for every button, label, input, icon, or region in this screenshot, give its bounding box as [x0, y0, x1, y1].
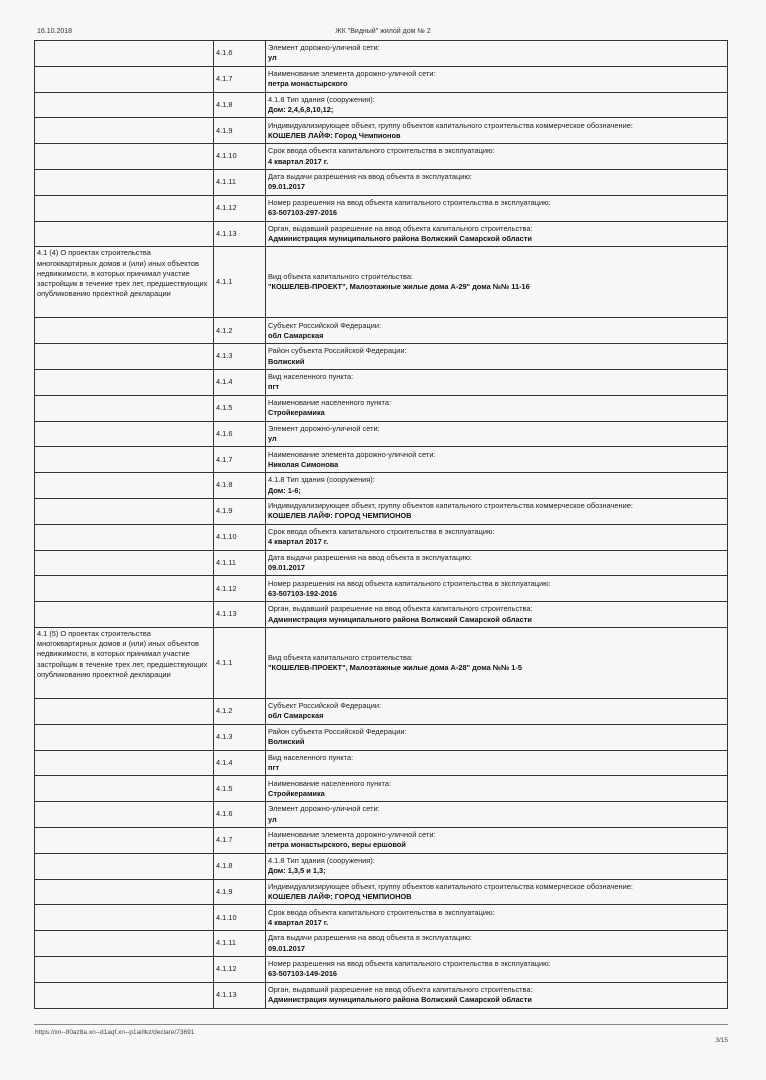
page-number: 3/15 — [715, 1037, 728, 1044]
table-row — [35, 905, 728, 931]
print-date: 16.10.2018 — [37, 28, 73, 35]
field-value: 63-507103-149-2016 — [268, 969, 338, 979]
table-row — [35, 879, 728, 905]
item-content-cell — [266, 802, 728, 828]
item-code-cell: 4.1.3 — [214, 344, 266, 370]
item-code-cell: 4.1.2 — [214, 318, 266, 344]
field-label: Дата выдачи разрешения на ввод объекта в эксплуатацию: — [268, 552, 472, 562]
field-value: Дом: 1,3,5 и 1,3; — [268, 866, 326, 876]
field-label: Орган, выдавший разрешение на ввод объекта капитального строительства: — [268, 604, 533, 614]
field-value: 09.01.2017 — [268, 182, 305, 192]
description-cell — [35, 318, 214, 344]
field-value: Дом: 2,4,6,8,10,12; — [268, 104, 334, 114]
description-cell — [35, 550, 214, 576]
field-label: Наименование элемента дорожно-уличной сети: — [268, 830, 436, 840]
description-cell — [35, 395, 214, 421]
description-cell — [35, 421, 214, 447]
document-title: ЖК "Видный" жилой дом № 2 — [335, 28, 431, 35]
description-cell — [35, 750, 214, 776]
field-label: Номер разрешения на ввод объекта капитального строительства в эксплуатацию: — [268, 578, 551, 588]
description-cell — [35, 118, 214, 144]
field-label: Наименование населенного пункта: — [268, 397, 391, 407]
item-content-cell — [266, 956, 728, 982]
table-row — [35, 118, 728, 144]
field-label: Дата выдачи разрешения на ввод объекта в эксплуатацию: — [268, 172, 472, 182]
field-label: Элемент дорожно-уличной сети: — [268, 804, 380, 814]
field-value: Дом: 1-6; — [268, 485, 301, 495]
description-cell — [35, 369, 214, 395]
item-content-cell — [266, 369, 728, 395]
table-row — [35, 627, 728, 698]
table-row — [35, 524, 728, 550]
item-code-cell: 4.1.12 — [214, 195, 266, 221]
item-content-cell — [266, 395, 728, 421]
field-label: Вид населенного пункта: — [268, 752, 354, 762]
description-cell — [35, 195, 214, 221]
item-content-cell — [266, 473, 728, 499]
field-value: Администрация муниципального района Волжский Самарской области — [268, 614, 532, 624]
field-value: 09.01.2017 — [268, 943, 305, 953]
table-row — [35, 498, 728, 524]
description-cell — [35, 41, 214, 67]
table-row — [35, 41, 728, 67]
item-code-cell: 4.1.1 — [214, 247, 266, 318]
table-row — [35, 802, 728, 828]
item-code-cell: 4.1.9 — [214, 498, 266, 524]
field-value: петра монастырского, веры ершовой — [268, 840, 406, 850]
item-content-cell — [266, 498, 728, 524]
item-content-cell — [266, 524, 728, 550]
source-url: https://xn--80az8a.xn--d1aqf.xn--p1ai/lkz/declare/73691 — [35, 1029, 195, 1036]
table-row — [35, 92, 728, 118]
description-cell — [35, 724, 214, 750]
table-row — [35, 369, 728, 395]
description-cell — [35, 498, 214, 524]
field-value: Стройкерамика — [268, 788, 325, 798]
item-code-cell: 4.1.6 — [214, 802, 266, 828]
field-value: Администрация муниципального района Волжский Самарской области — [268, 995, 532, 1005]
table-row — [35, 447, 728, 473]
field-label: Номер разрешения на ввод объекта капитального строительства в эксплуатацию: — [268, 959, 551, 969]
item-code-cell: 4.1.7 — [214, 827, 266, 853]
item-content-cell — [266, 41, 728, 67]
field-label: Субъект Российской Федерации: — [268, 320, 382, 330]
item-content-cell — [266, 698, 728, 724]
table-row — [35, 473, 728, 499]
description-cell — [35, 879, 214, 905]
field-value: Администрация муниципального района Волжский Самарской области — [268, 233, 532, 243]
item-code-cell: 4.1.6 — [214, 41, 266, 67]
field-label: Район субъекта Российской Федерации: — [268, 346, 407, 356]
field-value: петра монастырского — [268, 79, 348, 89]
item-content-cell — [266, 602, 728, 628]
item-code-cell: 4.1.10 — [214, 905, 266, 931]
item-code-cell: 4.1.1 — [214, 627, 266, 698]
item-code-cell: 4.1.3 — [214, 724, 266, 750]
field-label: Орган, выдавший разрешение на ввод объекта капитального строительства: — [268, 984, 533, 994]
table-row — [35, 776, 728, 802]
field-label: Срок ввода объекта капитального строительства в эксплуатацию: — [268, 907, 495, 917]
table-row — [35, 724, 728, 750]
field-value: пгт — [268, 762, 280, 772]
field-label: 4.1.8 Тип здания (сооружения): — [268, 855, 375, 865]
item-content-cell — [266, 66, 728, 92]
description-cell — [35, 802, 214, 828]
field-value: Волжский — [268, 737, 305, 747]
item-content-cell — [266, 853, 728, 879]
description-cell — [35, 473, 214, 499]
field-label: Срок ввода объекта капитального строительства в эксплуатацию: — [268, 526, 495, 536]
field-label: Номер разрешения на ввод объекта капитального строительства в эксплуатацию: — [268, 197, 551, 207]
field-label: 4.1.8 Тип здания (сооружения): — [268, 475, 375, 485]
item-code-cell: 4.1.6 — [214, 421, 266, 447]
table-row — [35, 318, 728, 344]
item-code-cell: 4.1.12 — [214, 956, 266, 982]
item-code-cell: 4.1.5 — [214, 395, 266, 421]
item-code-cell: 4.1.8 — [214, 92, 266, 118]
description-cell — [35, 982, 214, 1008]
field-label: Район субъекта Российской Федерации: — [268, 726, 407, 736]
item-content-cell — [266, 169, 728, 195]
table-row — [35, 931, 728, 957]
page-footer — [0, 1029, 766, 1043]
field-value: ул — [268, 814, 277, 824]
field-label: Вид объекта капитального строительства: — [268, 272, 413, 282]
field-value: "КОШЕЛЕВ-ПРОЕКТ", Малоэтажные жилые дома А-28" дома №№ 1-5 — [268, 662, 522, 672]
table-row — [35, 576, 728, 602]
table-row — [35, 982, 728, 1008]
item-content-cell — [266, 576, 728, 602]
item-code-cell: 4.1.4 — [214, 369, 266, 395]
field-label: Дата выдачи разрешения на ввод объекта в эксплуатацию: — [268, 933, 472, 943]
field-value: Стройкерамика — [268, 408, 325, 418]
field-value: 4 квартал 2017 г. — [268, 917, 329, 927]
field-label: Наименование населенного пункта: — [268, 778, 391, 788]
description-cell — [35, 776, 214, 802]
item-code-cell: 4.1.13 — [214, 982, 266, 1008]
item-code-cell: 4.1.2 — [214, 698, 266, 724]
field-value: обл Самарская — [268, 711, 324, 721]
page-bottom-divider — [34, 1024, 728, 1025]
field-value: 63-507103-192-2016 — [268, 588, 338, 598]
declaration-table-body — [35, 41, 728, 1009]
field-value: КОШЕЛЕВ ЛАЙФ: ГОРОД ЧЕМПИОНОВ — [268, 511, 412, 521]
field-label: Орган, выдавший разрешение на ввод объекта капитального строительства: — [268, 223, 533, 233]
description-cell — [35, 853, 214, 879]
table-row — [35, 421, 728, 447]
item-content-cell — [266, 879, 728, 905]
description-cell — [35, 92, 214, 118]
field-value: обл Самарская — [268, 330, 324, 340]
item-code-cell: 4.1.4 — [214, 750, 266, 776]
item-content-cell — [266, 92, 728, 118]
item-content-cell — [266, 776, 728, 802]
section-description-cell: 4.1 (4) О проектах строительства многоквартирных домов и (или) иных объектов недвижимости, в которых принимал участие застройщик в течение трех лет, предшествующих опубликованию проектной декларации — [35, 247, 214, 318]
table-row — [35, 247, 728, 318]
table-row — [35, 169, 728, 195]
field-value: ул — [268, 433, 277, 443]
item-code-cell: 4.1.13 — [214, 221, 266, 247]
table-row — [35, 66, 728, 92]
field-label: Срок ввода объекта капитального строительства в эксплуатацию: — [268, 146, 495, 156]
table-row — [35, 221, 728, 247]
table-row — [35, 195, 728, 221]
field-value: 4 квартал 2017 г. — [268, 537, 329, 547]
item-content-cell — [266, 982, 728, 1008]
item-content-cell — [266, 195, 728, 221]
field-label: Наименование элемента дорожно-уличной сети: — [268, 68, 436, 78]
field-value: КОШЕЛЕВ ЛАЙФ: ГОРОД ЧЕМПИОНОВ — [268, 891, 412, 901]
item-content-cell — [266, 421, 728, 447]
table-row — [35, 750, 728, 776]
description-cell — [35, 956, 214, 982]
item-code-cell: 4.1.10 — [214, 524, 266, 550]
description-cell — [35, 602, 214, 628]
field-label: Вид объекта капитального строительства: — [268, 652, 413, 662]
item-code-cell: 4.1.7 — [214, 66, 266, 92]
item-content-cell — [266, 247, 728, 318]
description-cell — [35, 524, 214, 550]
description-cell — [35, 905, 214, 931]
item-content-cell — [266, 724, 728, 750]
section-description-cell: 4.1 (5) О проектах строительства многоквартирных домов и (или) иных объектов недвижимости, в которых принимал участие застройщик в течение трех лет, предшествующих опубликованию проектной декларации — [35, 627, 214, 698]
description-cell — [35, 931, 214, 957]
table-row — [35, 698, 728, 724]
field-value: ул — [268, 53, 277, 63]
item-code-cell: 4.1.11 — [214, 169, 266, 195]
field-label: Индивидуализирующее объект, группу объектов капитального строительства коммерческое обозначение: — [268, 501, 633, 511]
table-row — [35, 956, 728, 982]
description-cell — [35, 698, 214, 724]
field-value: КОШЕЛЕВ ЛАЙФ: Город Чемпионов — [268, 130, 401, 140]
item-code-cell: 4.1.11 — [214, 550, 266, 576]
field-value: 09.01.2017 — [268, 562, 305, 572]
item-content-cell — [266, 750, 728, 776]
item-code-cell: 4.1.12 — [214, 576, 266, 602]
item-code-cell: 4.1.7 — [214, 447, 266, 473]
item-content-cell — [266, 144, 728, 170]
description-cell — [35, 169, 214, 195]
field-value: "КОШЕЛЕВ-ПРОЕКТ", Малоэтажные жилые дома А-29" дома №№ 11-16 — [268, 282, 530, 292]
item-code-cell: 4.1.9 — [214, 118, 266, 144]
table-row — [35, 395, 728, 421]
description-cell — [35, 827, 214, 853]
description-cell — [35, 221, 214, 247]
item-code-cell: 4.1.10 — [214, 144, 266, 170]
item-content-cell — [266, 827, 728, 853]
item-code-cell: 4.1.13 — [214, 602, 266, 628]
field-value: пгт — [268, 382, 280, 392]
field-label: Вид населенного пункта: — [268, 372, 354, 382]
item-content-cell — [266, 905, 728, 931]
item-content-cell — [266, 118, 728, 144]
description-cell — [35, 66, 214, 92]
field-value: 4 квартал 2017 г. — [268, 156, 329, 166]
item-content-cell — [266, 221, 728, 247]
item-code-cell: 4.1.8 — [214, 853, 266, 879]
field-label: Индивидуализирующее объект, группу объектов капитального строительства коммерческое обозначение: — [268, 881, 633, 891]
field-label: Индивидуализирующее объект, группу объектов капитального строительства коммерческое обозначение: — [268, 120, 633, 130]
table-row — [35, 853, 728, 879]
item-code-cell: 4.1.9 — [214, 879, 266, 905]
description-cell — [35, 447, 214, 473]
field-label: Элемент дорожно-уличной сети: — [268, 423, 380, 433]
declaration-table — [34, 40, 728, 1009]
table-row — [35, 550, 728, 576]
table-row — [35, 344, 728, 370]
description-cell — [35, 344, 214, 370]
item-code-cell: 4.1.8 — [214, 473, 266, 499]
item-content-cell — [266, 344, 728, 370]
field-label: Наименование элемента дорожно-уличной сети: — [268, 449, 436, 459]
table-row — [35, 144, 728, 170]
description-cell — [35, 576, 214, 602]
field-value: Волжский — [268, 356, 305, 366]
item-content-cell — [266, 627, 728, 698]
item-code-cell: 4.1.5 — [214, 776, 266, 802]
item-content-cell — [266, 550, 728, 576]
item-content-cell — [266, 447, 728, 473]
field-value: 63-507103-297-2016 — [268, 208, 338, 218]
description-cell — [35, 144, 214, 170]
field-value: Николая Симонова — [268, 459, 339, 469]
field-label: Элемент дорожно-уличной сети: — [268, 43, 380, 53]
item-code-cell: 4.1.11 — [214, 931, 266, 957]
table-row — [35, 827, 728, 853]
field-label: 4.1.8 Тип здания (сооружения): — [268, 94, 375, 104]
item-content-cell — [266, 931, 728, 957]
field-label: Субъект Российской Федерации: — [268, 701, 382, 711]
page-header — [0, 28, 766, 40]
table-row — [35, 602, 728, 628]
item-content-cell — [266, 318, 728, 344]
